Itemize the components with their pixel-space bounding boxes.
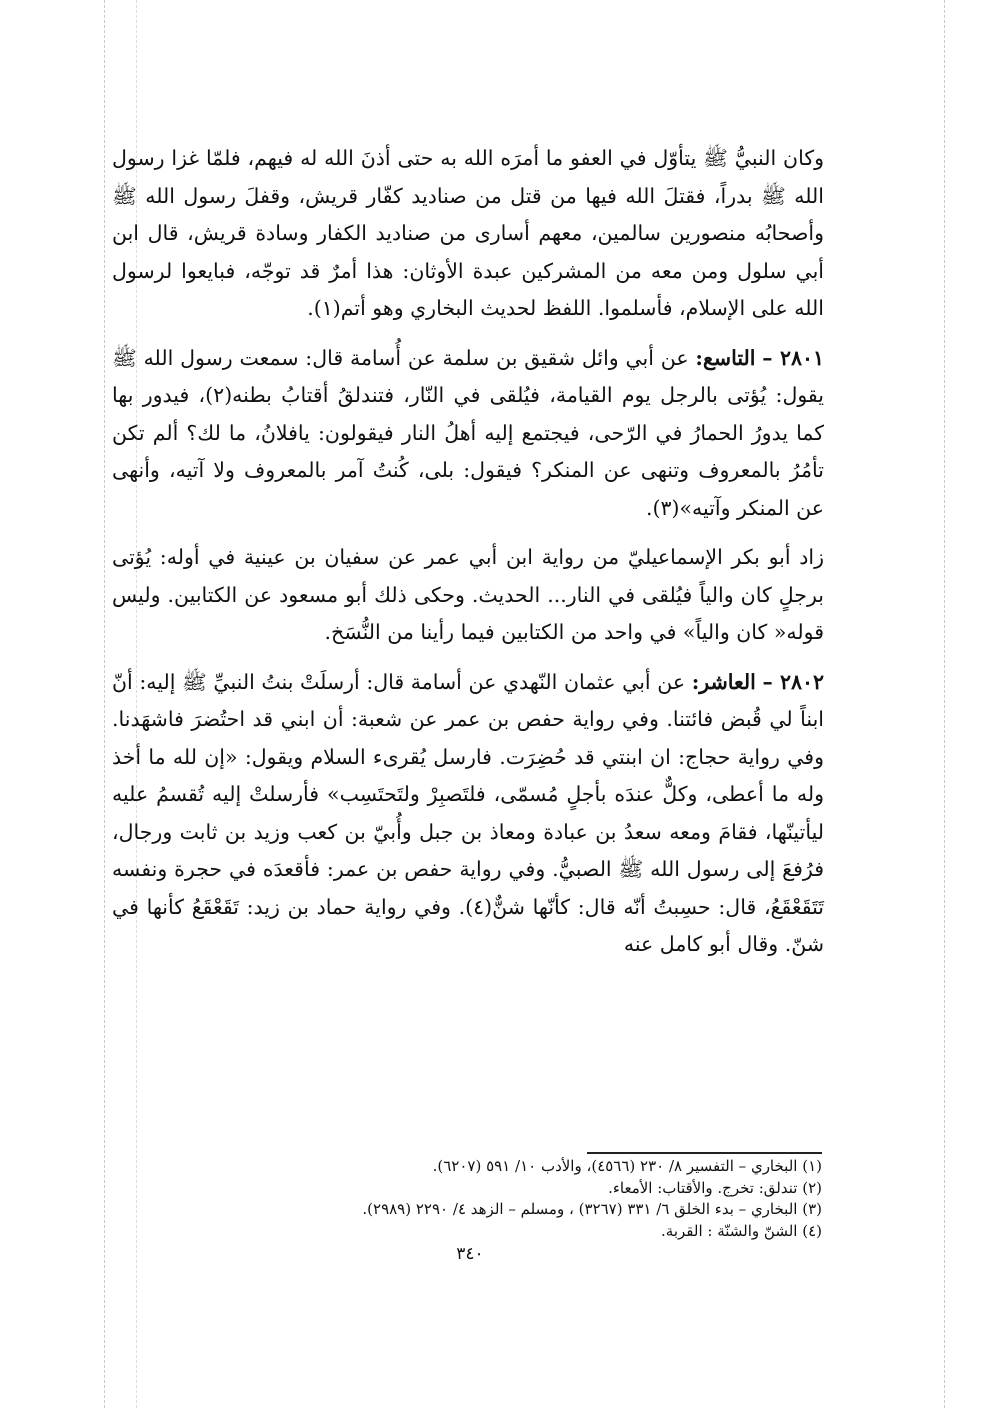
hadith-number: ٢٨٠٢ –	[762, 669, 824, 694]
hadith-label: التاسع:	[695, 345, 756, 370]
hadith-label: العاشر:	[691, 669, 756, 694]
hadith-2802	[112, 664, 824, 964]
paragraph-ismaili	[112, 539, 824, 652]
footnotes	[260, 1156, 822, 1242]
hadith-text: عن أبي وائل شقيق بن سلمة عن أُسامة قال: سمعت رسول الله ﷺ يقول: يُؤتى بالرجل يوم القيامة، فيُلقى في النّار، فتندلقُ أقتابُ بطنه(٢)، فيدور بها كما يدورُ الحمارُ في الرّحى، فيجتمع إليه أهلُ النار فيقولون: يافلانُ، ما لك؟ ألم تكن تأمُرُ بالمعروف وتنهى عن المنكر؟ فيقول: بلى، كُنتُ آمر بالمعروف ولا آتيه، وأنهى عن المنكر وآتيه»(٣).	[112, 345, 824, 520]
footnote-separator	[587, 1152, 822, 1154]
footnote-1: (١) البخاري – التفسير ٨/ ٢٣٠ (٤٥٦٦)، والأدب ١٠/ ٥٩١ (٦٢٠٧).	[432, 1157, 822, 1175]
footnote-3: (٣) البخاري – بدء الخلق ٦/ ٣٣١ (٣٢٦٧) ، ومسلم – الزهد ٤/ ٢٢٩٠ (٢٩٨٩).	[362, 1200, 822, 1218]
page-number: ٣٤٠	[456, 1244, 484, 1264]
hadith-2801	[112, 340, 824, 528]
paragraph-text: وكان النبيُّ ﷺ يتأوّل في العفو ما أمرَه الله به حتى أذنَ الله له فيهم، فلمّا غزا رسول الله ﷺ بدراً، فقتلَ الله فيها من قتل من صناديد كفّار قريش، وقفلَ رسول الله ﷺ وأصحابُه منصورين سالمين، معهم أسارى من صناديد الكفار وسادة قريش، قال ابن أبي سلول ومن معه من المشركين عبدة الأوثان: هذا أمرٌ قد توجّه، فبايعوا لرسول الله على الإسلام، فأسلموا. اللفظ لحديث البخاري وهو أتم(١).	[112, 146, 824, 320]
paragraph-text: زاد أبو بكر الإسماعيليّ من رواية ابن أبي عمر عن سفيان بن عينية في أوله: يُؤتى برجلٍ كان والياً فيُلقى في النار... الحديث. وحكى ذلك أبو مسعود عن الكتابين. وليس قوله« كان والياً» في واحد من الكتابين فيما رأينا من النُّسَخ.	[112, 545, 824, 644]
hadith-number: ٢٨٠١ –	[762, 345, 824, 370]
footnote-2: (٢) تندلق: تخرج. والأقتاب: الأمعاء.	[608, 1178, 822, 1197]
scan-fold-line-left	[104, 0, 105, 1408]
hadith-text: عن أبي عثمان النّهدي عن أسامة قال: أرسلَتْ بنتُ النبيِّ ﷺ إليه: أنّ ابناً لي قُبض فائتنا. وفي رواية حفص بن عمر عن شعبة: أن ابني قد احتُضرَ فاشهَدنا. وفي رواية حجاج: ان ابنتي قد حُضِرَت. فارسل يُقرىء السلام ويقول: «إن لله ما أخذ وله ما أعطى، وكلٌّ عندَه بأجلٍ مُسمّى، فلتَصبِرْ ولتَحتَسِب» فأرسلتْ إليه تُقسمُ عليه ليأتينّها، فقامَ ومعه سعدُ بن عبادة ومعاذ بن جبل وأُبيّ بن كعب وزيد بن ثابت ورجال، فرُفعَ إلى رسول الله ﷺ الصبيُّ. وفي رواية حفص بن عمر: فأقعدَه في حجرة ونفسه تَتَقَعْقَعُ، قال: حسِبتُ أنّه قال: كأنّها شنٌّ(٤). وفي رواية حماد بن زيد: تَقَعْقَعُ كأنها في شنّ. وقال أبو كامل عنه	[112, 669, 824, 956]
main-text-block	[112, 140, 824, 974]
scan-fold-line-right	[944, 0, 945, 1408]
paragraph-intro	[112, 140, 824, 328]
footnote-4: (٤) الشنّ والشنّة : القربة.	[661, 1221, 822, 1240]
